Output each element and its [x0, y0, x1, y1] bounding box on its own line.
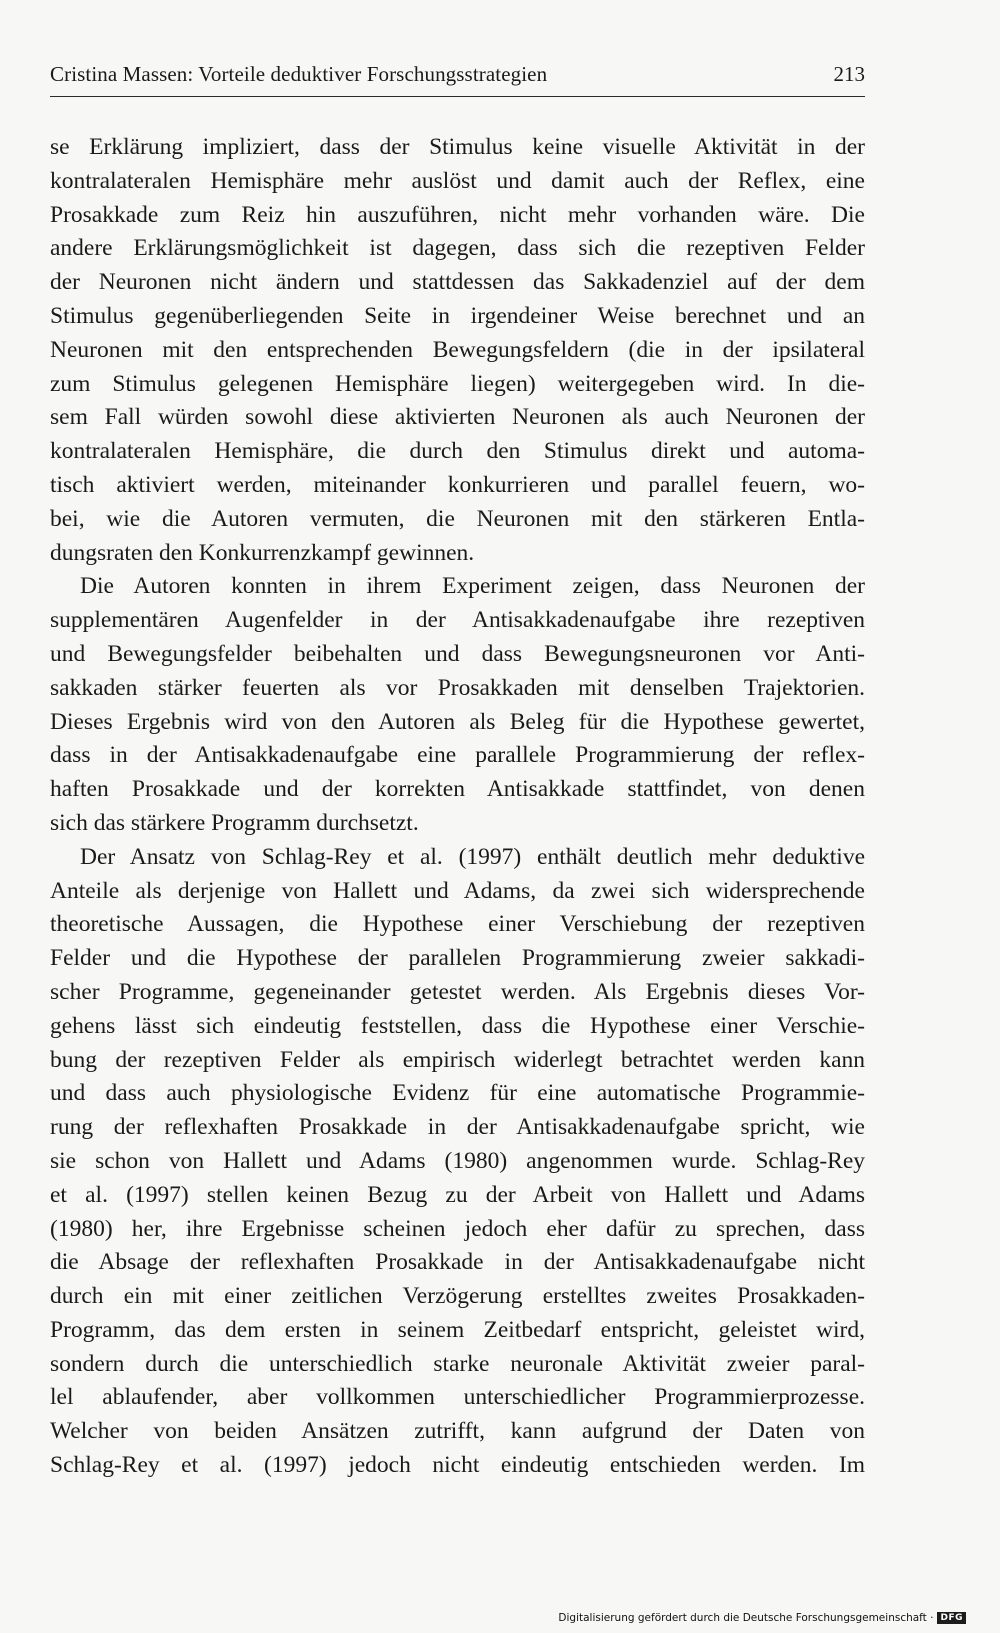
text-line: Dieses Ergebnis wird von den Autoren als Beleg für die Hypothese gewertet,	[50, 708, 865, 735]
text-line: et al. (1997) stellen keinen Bezug zu der Arbeit von Hallett und Adams	[50, 1181, 865, 1208]
text-line: se Erklärung impliziert, dass der Stimulus keine visuelle Aktivität in der	[50, 134, 865, 160]
text-line: sakkaden stärker feuerten als vor Prosakkaden mit denselben Trajektorien.	[50, 674, 865, 701]
paragraph-first-line: Der Ansatz von Schlag-Rey et al. (1997) enthält deutlich mehr deduktive	[80, 843, 865, 870]
text-line: Prosakkade zum Reiz hin auszuführen, nicht mehr vorhanden wäre. Die	[50, 201, 865, 228]
text-line: Stimulus gegenüberliegenden Seite in irgendeiner Weise berechnet und an	[50, 302, 865, 329]
text-line: supplementären Augenfelder in der Antisakkadenaufgabe ihre rezeptiven	[50, 607, 865, 634]
running-head-title: Cristina Massen: Vorteile deduktiver Forschungsstrategien	[50, 62, 548, 86]
text-line: sondern durch die unterschiedlich starke neuronale Aktivität zweier paral-	[50, 1350, 865, 1377]
text-line: dass in der Antisakkadenaufgabe eine parallele Programmierung der reflex-	[50, 742, 865, 769]
digitization-note: Digitalisierung gefördert durch die Deutsche Forschungsgemeinschaft ·	[558, 1612, 934, 1624]
text-line: (1980) her, ihre Ergebnisse scheinen jedoch eher dafür zu sprechen, dass	[50, 1215, 865, 1242]
text-line: kontralateralen Hemisphäre mehr auslöst und damit auch der Reflex, eine	[50, 167, 865, 194]
text-line: Neuronen mit den entsprechenden Bewegungsfeldern (die in der ipsilateral	[50, 336, 865, 363]
digitization-footer	[558, 1609, 966, 1627]
dfg-logo-icon: DFG	[937, 1612, 966, 1624]
text-line: Felder und die Hypothese der parallelen Programmierung zweier sakkadi-	[50, 945, 865, 972]
text-line: bung der rezeptiven Felder als empirisch widerlegt betrachtet werden kann	[50, 1046, 865, 1073]
text-line: Schlag-Rey et al. (1997) jedoch nicht eindeutig entschieden werden. Im	[50, 1452, 865, 1479]
body-text	[50, 131, 865, 1483]
page-number: 213	[833, 62, 865, 86]
text-line: und Bewegungsfelder beibehalten und dass Bewegungsneuronen vor Anti-	[50, 640, 865, 667]
text-line: der Neuronen nicht ändern und stattdessen das Sakkadenziel auf der dem	[50, 269, 865, 296]
text-line: tisch aktiviert werden, miteinander konkurrieren und parallel feuern, wo-	[50, 471, 865, 498]
text-line: theoretische Aussagen, die Hypothese einer Verschiebung der rezeptiven	[50, 911, 865, 938]
text-line: die Absage der reflexhaften Prosakkade in der Antisakkadenaufgabe nicht	[50, 1249, 865, 1276]
text-line: und dass auch physiologische Evidenz für eine automatische Programmie-	[50, 1080, 865, 1107]
text-line: lel ablaufender, aber vollkommen unterschiedlicher Programmierprozesse.	[50, 1384, 865, 1411]
text-line: kontralateralen Hemisphäre, die durch den Stimulus direkt und automa-	[50, 438, 865, 465]
text-line: sie schon von Hallett und Adams (1980) angenommen wurde. Schlag-Rey	[50, 1147, 865, 1174]
text-line: durch ein mit einer zeitlichen Verzögerung erstelltes zweites Prosakkaden-	[50, 1283, 865, 1310]
running-head	[50, 62, 865, 97]
text-line: zum Stimulus gelegenen Hemisphäre liegen) weitergegeben wird. In die-	[50, 370, 865, 397]
text-line: sem Fall würden sowohl diese aktivierten Neuronen als auch Neuronen der	[50, 404, 865, 431]
paragraph-first-line: Die Autoren konnten in ihrem Experiment zeigen, dass Neuronen der	[80, 573, 865, 600]
text-line: Programm, das dem ersten in seinem Zeitbedarf entspricht, geleistet wird,	[50, 1316, 865, 1343]
text-line: bei, wie die Autoren vermuten, die Neuronen mit den stärkeren Entla-	[50, 505, 865, 532]
text-line: andere Erklärungsmöglichkeit ist dagegen, dass sich die rezeptiven Felder	[50, 235, 865, 262]
text-line: Welcher von beiden Ansätzen zutrifft, kann aufgrund der Daten von	[50, 1418, 865, 1445]
text-line: gehens lässt sich eindeutig feststellen, dass die Hypothese einer Verschie-	[50, 1012, 865, 1039]
text-line: haften Prosakkade und der korrekten Antisakkade stattfindet, von denen	[50, 776, 865, 803]
text-line: sich das stärkere Programm durchsetzt.	[50, 809, 419, 836]
text-line: dungsraten den Konkurrenzkampf gewinnen.	[50, 539, 475, 566]
text-line: rung der reflexhaften Prosakkade in der Antisakkadenaufgabe spricht, wie	[50, 1114, 865, 1141]
text-line: Anteile als derjenige von Hallett und Adams, da zwei sich widersprechende	[50, 877, 865, 904]
text-line: scher Programme, gegeneinander getestet werden. Als Ergebnis dieses Vor-	[50, 978, 865, 1005]
